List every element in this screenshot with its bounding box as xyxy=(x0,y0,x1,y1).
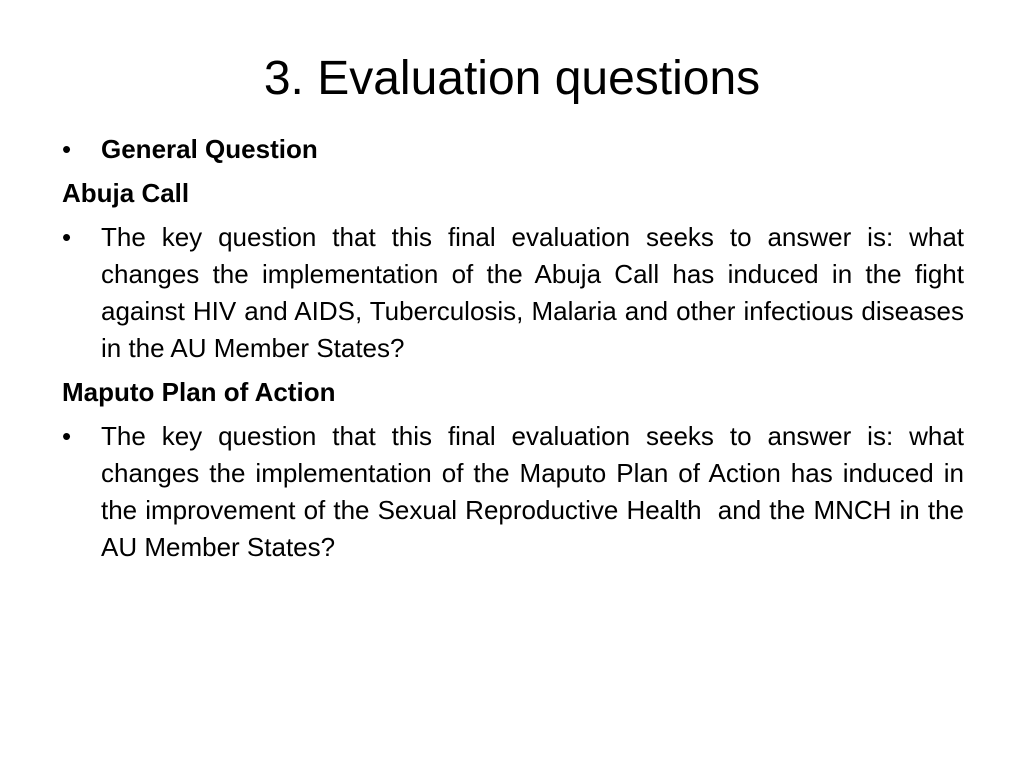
bullet-icon: • xyxy=(62,222,72,252)
bullet-maputo-plan-question xyxy=(62,411,972,566)
slide-content xyxy=(62,131,972,566)
bullet-general-question xyxy=(62,131,964,168)
bullet-icon: • xyxy=(62,421,72,451)
bullet-abuja-call-question xyxy=(62,212,964,367)
bullet-icon: • xyxy=(62,134,72,164)
section-heading-abuja-call: Abuja Call xyxy=(62,178,190,208)
section-heading-maputo-plan: Maputo Plan of Action xyxy=(62,377,336,407)
slide-title: 3. Evaluation questions xyxy=(263,52,761,105)
general-question-label: General Question xyxy=(101,134,318,164)
maputo-plan-question-text: The key question that this final evaluation seeks to answer is: what changes the implementation of the Maputo Plan of Action has induced in the improvement of the Sexual Reproductive Health and the MNCH in the AU Member States? xyxy=(101,421,972,562)
abuja-call-question-text: The key question that this final evaluation seeks to answer is: what changes the implementation of the Abuja Call has induced in the fight against HIV and AIDS, Tuberculosis, Malaria and other infectious diseases in the AU Member States? xyxy=(101,222,964,363)
